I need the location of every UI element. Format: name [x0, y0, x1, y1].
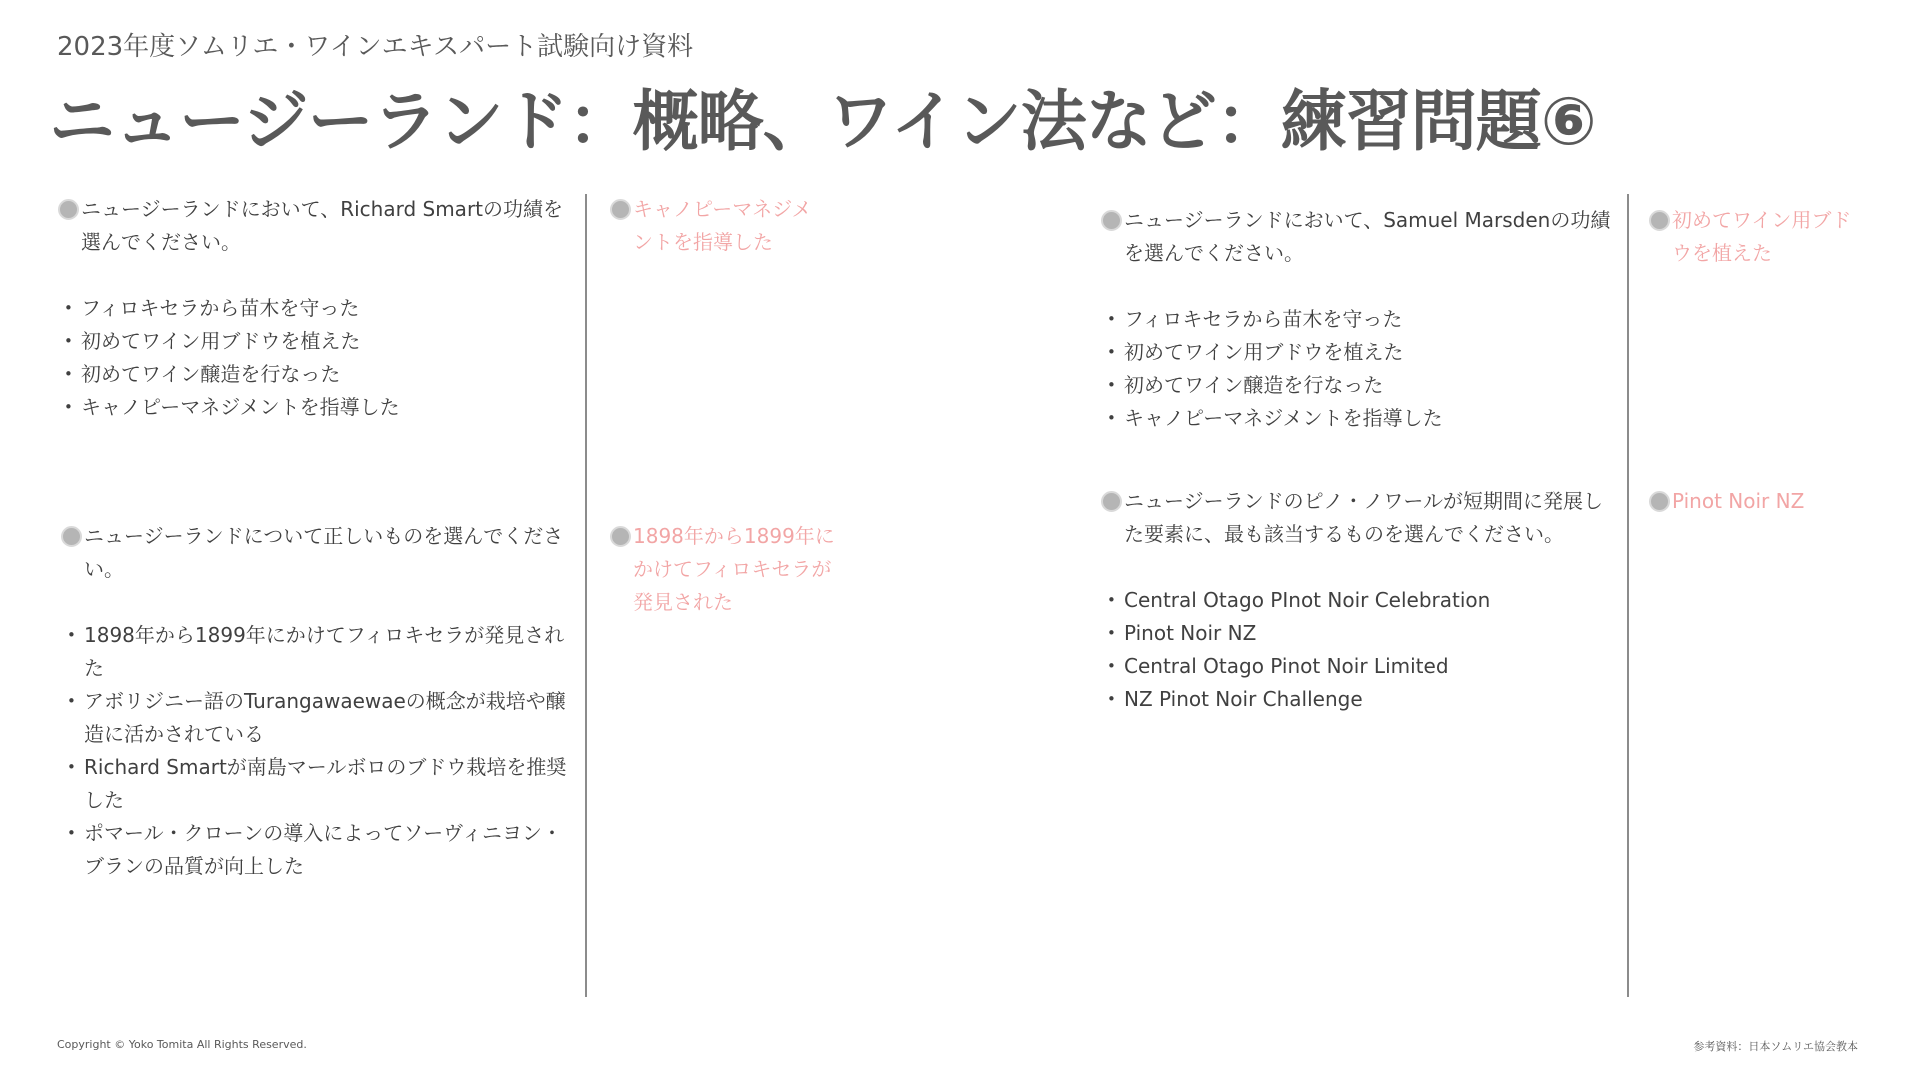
option-item: • フィロキセラから苗木を守った [1101, 303, 1614, 336]
answer-text: 初めてワイン用ブドウを植えた [1672, 208, 1852, 265]
question-bullet-icon [1101, 491, 1122, 512]
question-text: ニュージーランドについて正しいものを選んでください。 [84, 524, 564, 581]
option-item: • NZ Pinot Noir Challenge [1101, 683, 1621, 716]
option-item: • フィロキセラから苗木を守った [58, 292, 568, 325]
question-text: ニュージーランドのピノ・ノワールが短期間に発展した要素に、最も該当するものを選んでください。 [1124, 489, 1603, 546]
option-item: • ポマール・クローンの導入によってソーヴィニヨン・ブランの品質が向上した [61, 817, 577, 883]
answer-text: キャノピーマネジメントを指導した [633, 197, 812, 254]
copyright-text: Copyright © Yoko Tomita All Rights Reserved. [57, 1038, 307, 1051]
answer-1 [610, 193, 815, 259]
option-item: • Pinot Noir NZ [1101, 617, 1621, 650]
answer-bullet-icon [1649, 210, 1670, 231]
option-item: • 1898年から1899年にかけてフィロキセラが発見された [61, 619, 577, 685]
answer-text: Pinot Noir NZ [1672, 489, 1805, 513]
answer-bullet-icon [1649, 491, 1670, 512]
document-subtitle: 2023年度ソムリエ・ワインエキスパート試験向け資料 [57, 32, 694, 62]
option-item: • キャノピーマネジメントを指導した [1101, 402, 1614, 435]
question-bullet-icon [58, 199, 79, 220]
option-list [1101, 584, 1621, 716]
option-item: • Richard Smartが南島マールボロのブドウ栽培を推奨した [61, 751, 577, 817]
question-text: ニュージーランドにおいて、Samuel Marsdenの功績を選んでください。 [1124, 208, 1611, 265]
option-list [1101, 303, 1614, 435]
question-bullet-icon [1101, 210, 1122, 231]
option-item: • アボリジニー語のTurangawaewaeの概念が栽培や醸造に活かされている [61, 685, 577, 751]
option-item: • 初めてワイン用ブドウを植えた [1101, 336, 1614, 369]
question-4 [1101, 485, 1621, 716]
option-list [58, 292, 568, 424]
question-text: ニュージーランドにおいて、Richard Smartの功績を選んでください。 [81, 197, 564, 254]
answer-text: 1898年から1899年にかけてフィロキセラが発見された [633, 524, 835, 614]
reference-text: 参考資料：日本ソムリエ協会教本 [1693, 1040, 1858, 1053]
option-item: • Central Otago Pinot Noir Limited [1101, 650, 1621, 683]
option-list [61, 619, 577, 883]
option-item: • 初めてワイン醸造を行なった [1101, 369, 1614, 402]
question-2 [61, 520, 577, 883]
option-item: • Central Otago PInot Noir Celebration [1101, 584, 1621, 617]
answer-2 [610, 520, 835, 619]
answer-bullet-icon [610, 526, 631, 547]
option-item: • キャノピーマネジメントを指導した [58, 391, 568, 424]
option-item: • 初めてワイン醸造を行なった [58, 358, 568, 391]
question-1 [58, 193, 568, 424]
page-title: ニュージーランド：概略、ワイン法など：練習問題⑥ [49, 83, 1596, 160]
answer-3 [1649, 204, 1854, 270]
question-3 [1101, 204, 1614, 435]
option-item: • 初めてワイン用ブドウを植えた [58, 325, 568, 358]
divider-right [1627, 194, 1629, 997]
question-bullet-icon [61, 526, 82, 547]
divider-left [585, 194, 587, 997]
answer-bullet-icon [610, 199, 631, 220]
answer-4 [1649, 485, 1869, 518]
